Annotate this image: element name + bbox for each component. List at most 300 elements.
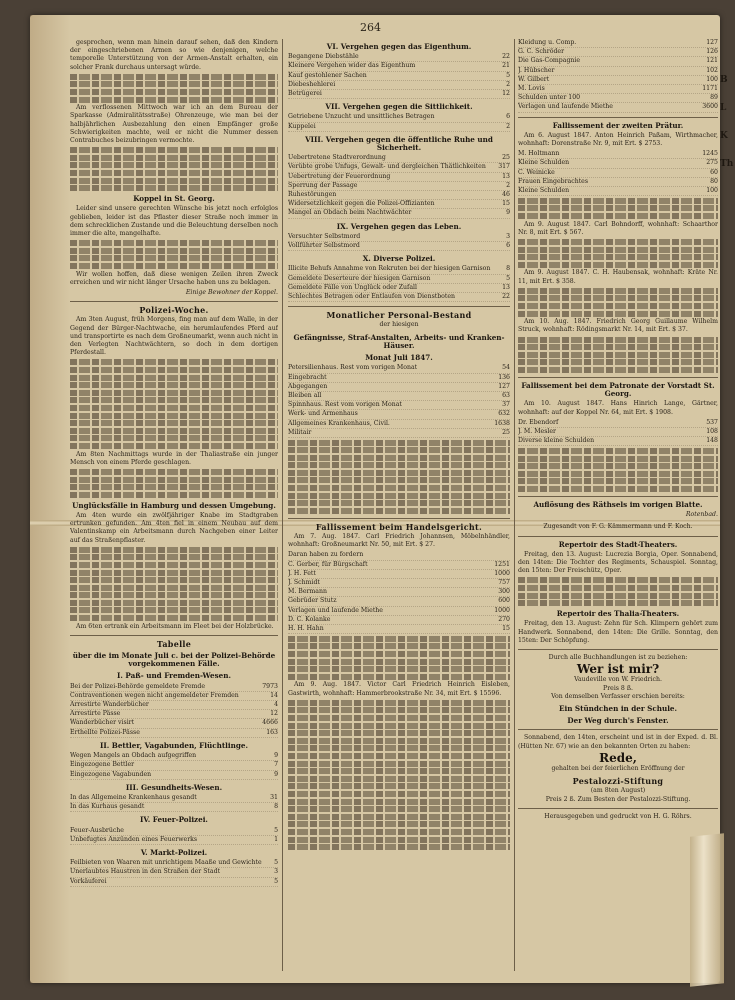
row-value: 1251 [494, 560, 510, 568]
table-row [288, 383, 510, 392]
table-row [288, 284, 510, 293]
row-value: 8 [274, 803, 278, 811]
row-label: Feilbieten von Waaren mit unrichtigem Maaße und Gewichte [70, 859, 262, 867]
table-row [288, 233, 510, 242]
paragraph: Am 9. August 1847. C. H. Haubensak, wohnhaft: Kräte Nr. 11, mit Ert. $ 358. [518, 269, 718, 285]
row-value: 7973 [262, 682, 278, 690]
table-row [70, 692, 278, 701]
row-label: Eingezogene Vagabunden [70, 770, 152, 778]
row-label: Wanderbücher visirt [70, 719, 135, 727]
table-row [518, 187, 718, 196]
table-row [70, 859, 278, 868]
row-label: Arrestirte Pässe [70, 710, 121, 718]
row-value: 13 [502, 283, 510, 291]
row-label: Erthellte Polizei-Pässe [70, 728, 140, 736]
row-label: Werk- und Armenhaus [288, 410, 358, 418]
table-row [288, 242, 510, 251]
row-label: Unbefugtes Anzünden eines Feuerwerks [70, 835, 198, 843]
row-label: Schlechtes Betragen oder Entlaufen von Dienstboten [288, 293, 456, 301]
row-label: Allgemeines Krankenhaus, Civil. [288, 419, 390, 427]
row-label: Kleidung u. Comp. [518, 39, 577, 46]
row-label: Gebrüder Stutz [288, 597, 337, 605]
table-row [288, 570, 510, 579]
row-value: 136 [498, 373, 510, 381]
table-row [288, 588, 510, 597]
row-value: 632 [498, 410, 510, 418]
vorstadt-table [518, 419, 718, 447]
buchhandlung-line: Durch alle Buchhandlungen ist zu beziehen: [548, 653, 688, 661]
row-value: 54 [502, 364, 510, 372]
divider [518, 808, 718, 809]
row-label: Daran haben zu fordern [288, 551, 364, 559]
illegible-text [518, 337, 718, 373]
divider [70, 635, 278, 636]
paragraph: Am verflossenen Mittwoch war ich an dem Bureau der Sparkasse (Admiralitätsstraße) Ohrenzeuge, wie man bei der halbjährlichen Ausbezahlung den einen Empfänger große Schwierigkeiten machte, weil er nicht die Nummer dessen Contrabuches beizubringen vermochte. [70, 104, 278, 144]
row-label: W. Gilbert [518, 75, 550, 83]
table-row [70, 836, 278, 845]
section-heading: X. Diverse Polizei. [362, 254, 436, 264]
newspaper-page [30, 15, 734, 983]
row-value: 12 [270, 710, 278, 718]
row-value: 6 [506, 113, 510, 121]
paragraph: Am 6ten ertrank ein Arbeitsmann im Fleet bei der Holzbrücke. [76, 622, 274, 630]
divider [518, 649, 718, 650]
illegible-text [518, 198, 718, 219]
divider [518, 496, 718, 497]
table-row [288, 123, 510, 132]
row-label: Kleine Schulden [518, 187, 570, 195]
wer-ist-mir-title: Wer ist mir? [576, 662, 660, 677]
table-row [518, 428, 718, 437]
section-heading: I. Paß- und Fremden-Wesen. [117, 671, 231, 681]
row-label: In das Kurhaus gesandt [70, 803, 145, 811]
row-label: Ruhestörungen [288, 191, 337, 199]
row-label: Die Gas-Compagnie [518, 57, 581, 65]
row-value: 6 [506, 242, 510, 250]
paragraph: Am 8ten Nachmittags wurde in der Thaliastraße ein junger Mensch von einem Pferde geschlagen. [70, 450, 278, 466]
row-value: 31 [270, 793, 278, 801]
row-label: Frauen Eingebrachtes [518, 177, 589, 185]
paragraph: gesprochen, wenn man hinein darauf sehen, daß den Kindern der eingeschriebenen Armen so wie denjenigen, welche temporelle Unterstützung von der Armen-Anstalt erhalten, ein solcher Frank durchaus untersagt würde. [70, 39, 278, 71]
row-label: J. H. Fett [288, 569, 316, 577]
row-value: 300 [498, 588, 510, 596]
illegible-text [70, 359, 278, 449]
row-label: Eingebracht [288, 373, 327, 381]
table-row [288, 420, 510, 429]
table-row [70, 752, 278, 761]
paragraph: Am 4ten wurde ein zwölfjähriger Knabe im Stadtgraben ertrunken gefunden. Am 4ten fiel in einem Neubau auf dem Valentinskamp ein Arbeitsmann durch Nachgeben einer Leiter auf das Straßenpflaster. [70, 511, 278, 544]
offence-table [288, 43, 510, 302]
table-row [518, 94, 718, 103]
table-row [288, 625, 510, 634]
paragraph: Am 10. August 1847. Hans Hinrich Lange, Gärtner, wohnhaft: auf der Koppel Nr. 64, mit Ert. $ 1908. [518, 400, 718, 416]
table-row [288, 429, 510, 438]
row-label: H. H. Hahn [288, 625, 324, 633]
table-row [518, 76, 718, 85]
adjacent-page-fragment [720, 75, 735, 515]
row-value: 21 [502, 62, 510, 70]
table-row [288, 81, 510, 90]
row-value: 5 [274, 859, 278, 867]
verfasser-line: Von demselben Verfasser erschien bereits: [551, 692, 685, 700]
pestalozzi-title: Pestalozzi-Stiftung [572, 776, 664, 787]
row-value: 1245 [702, 150, 718, 158]
row-label: In das Allgemeine Krankenhaus gesandt [70, 793, 197, 801]
footer-imprint: Herausgegeben und gedruckt von H. G. Röhrs. [544, 812, 692, 820]
polizei-heading: Polizei-Woche. [139, 305, 209, 316]
row-value: 108 [706, 427, 718, 435]
row-value: 1638 [494, 419, 510, 427]
divider [70, 301, 278, 302]
tabelle-subtitle: über die im Monate Juli c. bei der Polizei-Behörde vorgekommenen Fälle. [72, 651, 276, 669]
vaudeville-line: Vaudeville von W. Friedrich. [574, 676, 662, 684]
table-row [518, 437, 718, 446]
row-label: Petersilienhaus. Rest vom vorigen Monat [288, 364, 418, 372]
paragraph: Sonnabend, den 14ten, erscheint und ist in der Exped. d. Bl. (Hütten Nr. 67) wie an den bekannten Orten zu haben: [518, 734, 718, 750]
illegible-text [70, 74, 278, 103]
row-value: 13 [502, 172, 510, 180]
row-label: Unerlaubtes Haustren in den Straßen der Stadt [70, 868, 221, 876]
table-row [288, 113, 510, 122]
row-value [506, 551, 510, 559]
row-label: Schulden unter 100 [518, 94, 581, 102]
table-row [288, 392, 510, 401]
row-value: 12 [502, 90, 510, 98]
row-label: M. Lovis [518, 85, 545, 93]
row-label: Feuer-Ausbrüche [70, 826, 124, 834]
page-number: 264 [360, 21, 381, 34]
illegible-text [70, 469, 278, 498]
row-label: Uebertretung der Feuerordnung [288, 172, 391, 180]
fallissement-table [288, 551, 510, 634]
table-row [288, 293, 510, 302]
row-label: Sperrung der Passage [288, 181, 358, 189]
row-label: Contraventionen wegen nicht angemeldeter Fremden [70, 691, 239, 699]
table-row [288, 191, 510, 200]
table-row [70, 701, 278, 710]
row-value: 8 [506, 265, 510, 273]
table-row [518, 169, 718, 178]
row-label: C. Weinicke [518, 168, 555, 176]
table-row [70, 719, 278, 728]
row-value: 15 [502, 625, 510, 633]
row-value: 2 [506, 122, 510, 130]
row-label: Kauf gestohlener Sachen [288, 71, 367, 79]
row-value: 25 [502, 154, 510, 162]
row-value: 22 [502, 53, 510, 61]
row-value: 4 [274, 701, 278, 709]
illegible-text [518, 577, 718, 606]
thalia-heading: Repertoir des Thalia-Theaters. [556, 609, 680, 619]
illegible-text [70, 147, 278, 191]
column-rule [514, 39, 515, 971]
rede-sub: gehalten bei der feierlichen Eröffnung der [551, 765, 685, 772]
fragment-text: K [720, 131, 728, 141]
monatlich-sub2: Gefängnisse, Straf-Anstalten, Arbeits- und Kranken-Häuser. [293, 332, 505, 350]
row-value: 9 [506, 209, 510, 217]
row-label: Gemeldete Fälle von Unglück oder Zufall [288, 283, 417, 291]
section-heading: VI. Vergehen gegen das Eigenthum. [326, 42, 472, 51]
row-value: 1 [274, 835, 278, 843]
row-label: Verübte grobe Unfugs, Gewalt- und dergleichen Thätlichkeiten [288, 163, 486, 171]
illegible-text [70, 547, 278, 621]
monatlich-sub1: der hiesigen [379, 321, 419, 329]
creditor-table [518, 39, 718, 113]
row-label: C. Gerber, für Bürgschaft [288, 560, 368, 568]
divider [518, 117, 718, 118]
row-label: Spinnhaus. Rest vom vorigen Monat [288, 401, 402, 409]
paragraph: Wir wollen hoffen, daß diese wenigen Zeilen ihren Zweck erreichen und wir nicht länger Ursache haben uns zu beklagen. [70, 270, 278, 286]
row-value: 25 [502, 428, 510, 436]
table-row [288, 579, 510, 588]
row-value: 102 [706, 66, 718, 74]
table-row [288, 597, 510, 606]
paragraph: Freitag, den 13. August: Lucrezia Borgia, Oper. Sonnabend, den 14ten: Die Tochter des Regiments, Schauspiel. Sonntag, den 15ten: Der Freischütz, Oper. [518, 550, 718, 575]
row-label: J. Schmidt [288, 579, 320, 587]
preis-line: Preis 8 ß. [603, 684, 633, 692]
table-row [70, 878, 278, 887]
row-value: 317 [498, 163, 510, 171]
row-value: 80 [710, 177, 718, 185]
table-row [288, 410, 510, 419]
table-row [288, 364, 510, 373]
table-row [518, 67, 718, 76]
row-label: G. C. Schröder [518, 48, 565, 56]
illegible-text [288, 440, 510, 514]
paragraph: Leider sind unsere gerechten Wünsche bis jetzt noch erfolglos geblieben, leider ist das Pflaster dieser Straße noch immer in dem schrecklichen Zustande und die Beleuchtung derselben noch immer die alte, mangelhafte. [70, 205, 278, 237]
row-value: 5 [506, 71, 510, 79]
row-label: Kleine Schulden [518, 159, 570, 167]
vorstadt-heading: Fallissement bei dem Patronate der Vorstadt St. Georg. [521, 380, 715, 399]
table-row [70, 827, 278, 836]
table-row [518, 85, 718, 94]
table-row [70, 868, 278, 877]
row-value: 7 [274, 761, 278, 769]
section-heading: IX. Vergehen gegen das Leben. [336, 221, 462, 231]
section-heading: VII. Vergehen gegen die Sittlichkeit. [325, 102, 473, 112]
row-value: 121 [706, 57, 718, 65]
table-row [288, 561, 510, 570]
section-heading: II. Bettler, Vagabunden, Flüchtlinge. [100, 740, 248, 750]
fenster-title: Der Weg durch's Fenster. [567, 716, 669, 726]
row-label: J. Hübscher [518, 66, 555, 74]
table-row [288, 173, 510, 182]
row-value: 163 [266, 728, 278, 736]
row-value: 46 [502, 191, 510, 199]
column-1 [70, 39, 278, 973]
table-row [518, 103, 718, 112]
table-row [518, 48, 718, 57]
illegible-text [288, 636, 510, 680]
row-label: J. M. Mesler [518, 427, 556, 435]
divider [288, 518, 510, 519]
row-value: 22 [502, 293, 510, 301]
row-value: 270 [498, 615, 510, 623]
zugesandt-line: Zugesandt von F. G. Kämmermann und F. Koch. [543, 523, 693, 531]
section-heading: IV. Feuer-Polizei. [140, 815, 208, 825]
row-value: 100 [706, 75, 718, 83]
table-row [288, 62, 510, 71]
divider [518, 536, 718, 537]
row-label: Arrestirte Wanderbücher [70, 701, 149, 709]
table-row [518, 57, 718, 66]
koppel-heading: Koppel in St. Georg. [133, 194, 215, 204]
row-label: M. Holtmann [518, 150, 560, 158]
row-label: Vorkäuferei [70, 877, 107, 885]
row-value: 5 [274, 877, 278, 885]
illegible-text [70, 240, 278, 269]
row-value: 600 [498, 597, 510, 605]
row-value: 757 [498, 579, 510, 587]
row-label: Vollführter Selbstmord [288, 242, 360, 250]
table-row [288, 163, 510, 172]
divider [518, 377, 718, 378]
row-value: 127 [706, 39, 718, 46]
paragraph: Am 7. Aug. 1847. Carl Friedrich Johannsen, Möbelnhändler, wohnhaft: Großneumarkt Nr. 50, mit Ert. $ 27. [288, 533, 510, 549]
table-row [288, 200, 510, 209]
table-row [518, 159, 718, 168]
row-value: 126 [706, 48, 718, 56]
table-row [288, 90, 510, 99]
monatlich-heading: Monatlicher Personal-Bestand [326, 310, 472, 321]
fragment-text: Th [720, 159, 734, 169]
row-label: Uebertretene Stadtverordnung [288, 154, 386, 162]
table-row [518, 419, 718, 428]
tabelle-title: Tabelle [156, 638, 192, 649]
row-value: 9 [274, 752, 278, 760]
monat-label: Monat Juli 1847. [365, 353, 433, 363]
row-value: 14 [270, 691, 278, 699]
row-label: Mangel an Obdach beim Nachtwächter [288, 209, 412, 217]
row-label: Begangene Diebstähle [288, 53, 359, 61]
row-label: Dr. Ebendorf [518, 418, 559, 426]
divider [288, 306, 510, 307]
row-value: 148 [706, 437, 718, 445]
row-value: 3600 [702, 103, 718, 111]
row-label: Diverse kleine Schulden [518, 437, 595, 445]
table-row [518, 39, 718, 48]
illegible-text [288, 700, 510, 850]
table-row [288, 401, 510, 410]
row-value: 3 [506, 232, 510, 240]
table-row [70, 761, 278, 770]
praetur-table [518, 150, 718, 196]
column-rule [282, 39, 283, 971]
stadt-theater-heading: Repertoir des Stadt-Theaters. [558, 539, 678, 549]
table-row [288, 182, 510, 191]
table-row [288, 209, 510, 218]
row-label: Illicite Behufs Annahme von Rekruten bei der hiesigen Garnison [288, 265, 491, 273]
paragraph: Am 10. Aug. 1847. Friedrich Georg Guillaume Wilhelm Struck, wohnhaft: Rödingsmarkt Nr. 14, mit Ert. $ 37. [518, 318, 718, 334]
paragraph: Am 6. August 1847. Anton Heinrich Paßam, Wirthmacher, wohnhaft: Dorenstraße Nr. 9, mit Ert. $ 2753. [518, 131, 718, 148]
row-label: Eingezogene Bettler [70, 761, 135, 769]
preis2-line: Preis 2 ß. Zum Besten der Pestalozzi-Stiftung. [545, 795, 691, 803]
personal-table [288, 364, 510, 438]
row-label: Militair [288, 428, 312, 436]
table-row [288, 72, 510, 81]
table-row [70, 803, 278, 812]
section-heading: VIII. Vergehen gegen die öffentliche Ruhe und Sicherheit. [305, 134, 493, 153]
paragraph: Freitag, den 13. August: Zehn für Sch. Klimpern gehört zum Handwerk. Sonnabend, den 14ten: Die Grille. Sonntag, den 15ten: Der Schöpfung. [518, 620, 718, 644]
row-label: Diebeshehlerei [288, 80, 336, 88]
row-label: Getriebene Unzucht und unsittliches Betragen [288, 113, 435, 121]
aufloesung-answer: Rotenbad. [685, 511, 718, 519]
torn-edge [690, 833, 724, 987]
row-label: M. Bermann [288, 588, 327, 596]
table-row [288, 374, 510, 383]
row-value: 537 [706, 418, 718, 426]
table-row [518, 178, 718, 187]
aufloesung-heading: Auflösung des Räthsels im vorigen Blatte. [533, 499, 703, 509]
illegible-text [518, 288, 718, 317]
table-row [70, 683, 278, 692]
rede-title: Rede, [599, 750, 637, 765]
paragraph: Am 3ten August, früh Morgens, fing man auf dem Walle, in der Gegend der Bürger-Nachtwache, ein herumlaufendes Pferd auf und transportirte es nach dem Großneumarkt, wenn auch nicht in den Verlegten Nachtwächtern, so doch in dem dortigen Pferdestall. [70, 316, 278, 357]
row-value: 5 [506, 274, 510, 282]
fallissement-heading: Fallissement beim Handelsgericht. [315, 521, 483, 532]
row-value: 1000 [494, 606, 510, 614]
table-row [288, 616, 510, 625]
stuendchen-title: Ein Stündchen in der Schule. [559, 703, 677, 713]
table-row [288, 265, 510, 274]
row-label: Bleiben all [288, 391, 322, 399]
table-row [70, 794, 278, 803]
row-label: Verlagen und laufende Miethe [518, 103, 613, 111]
row-value: 2 [506, 181, 510, 189]
table-row [288, 154, 510, 163]
row-label: Kuppelei [288, 122, 316, 130]
row-value: 63 [502, 391, 510, 399]
illegible-text [518, 239, 718, 268]
row-label: Abgegangen [288, 382, 328, 390]
table-row [288, 551, 510, 560]
row-label: Versuchter Selbstmord [288, 232, 361, 240]
row-label: Verlagen und laufende Miethe [288, 606, 383, 614]
row-value: 37 [502, 401, 510, 409]
divider [518, 729, 718, 730]
ungluecksfaelle-heading: Unglücksfälle in Hamburg und dessen Umgebung. [72, 500, 276, 510]
row-label: D. C. Kolanke [288, 615, 331, 623]
row-label: Gemeldete Deserteure der hiesigen Garnison [288, 274, 431, 282]
row-value: 4666 [262, 719, 278, 727]
column-2 [288, 39, 510, 973]
praetur-heading: Fallissement der zweiten Prätur. [552, 120, 684, 130]
koppel-signature: Einige Bewohner der Koppel. [185, 288, 278, 296]
pestalozzi-date: (am 8ten August) [590, 787, 646, 795]
paragraph: Am 9. August 1847. Carl Bohndorff, wohnhaft: Schaarthor Nr. 8, mit Ert. $ 567. [518, 220, 718, 236]
row-value: 60 [710, 168, 718, 176]
table-row [288, 53, 510, 62]
table-row [70, 710, 278, 719]
table-row [288, 275, 510, 284]
row-value: 1000 [494, 569, 510, 577]
paragraph: Am 9. Aug. 1847. Victor Carl Friedrich Heinrich Eisleben, Gastwirth, wohnhaft: Hammerbrookstraße Nr. 34, mit Ert. $ 15596. [288, 681, 510, 697]
row-value: 89 [710, 94, 718, 102]
table-row [70, 771, 278, 780]
section-heading: III. Gesundheits-Wesen. [125, 782, 223, 792]
row-label: Kleinere Vergehen wider das Eigenthum [288, 62, 416, 70]
row-label: Betrügerei [288, 90, 322, 98]
row-value: 1171 [702, 85, 718, 93]
fragment-text: L [720, 103, 727, 113]
row-label: Wegen Mangels an Obdach aufgegriffen [70, 752, 197, 760]
row-label: Bei der Polizei-Behörde gemeldete Fremde [70, 682, 206, 690]
column-3 [518, 39, 718, 973]
table-row [70, 729, 278, 738]
table-row [288, 607, 510, 616]
row-value: 127 [498, 382, 510, 390]
row-value: 100 [706, 187, 718, 195]
